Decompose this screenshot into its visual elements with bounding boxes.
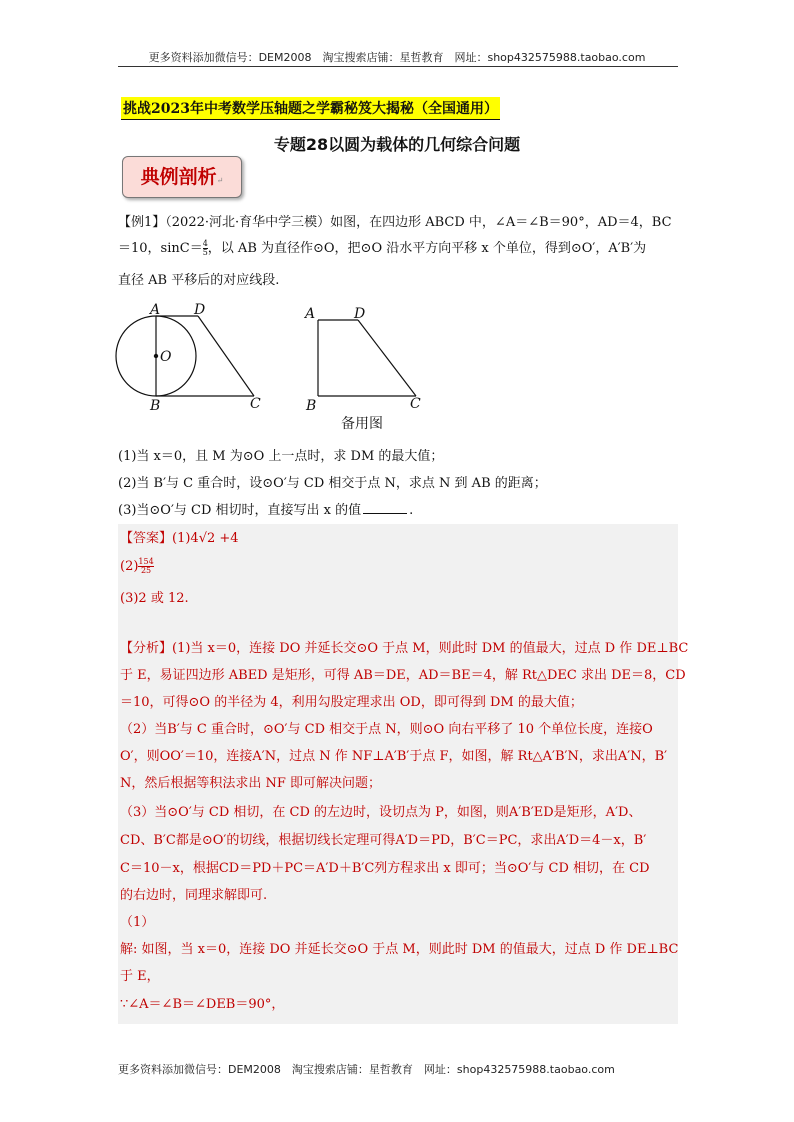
analysis-line-11: （1）: [120, 915, 155, 930]
problem-line-3: 直径 AB 平移后的对应线段.: [118, 273, 280, 288]
answer-2-num: 154: [138, 557, 154, 566]
answer-blank: [363, 513, 407, 514]
geometry-figures: [112, 300, 432, 440]
answer-line-3: (3)2 或 12.: [120, 591, 189, 606]
section-tag: [122, 156, 242, 198]
analysis-line-14: ∵∠A＝∠B＝∠DEB＝90°，: [120, 997, 285, 1012]
analysis-line-3: ＝10，可得⊙O 的半径为 4，利用勾股定理求出 OD，即可得到 DM 的最大值；: [120, 695, 583, 710]
paragraph-mark: ↵: [216, 176, 224, 185]
label-a: A: [150, 302, 161, 318]
analysis-line-2: 于 E，易证四边形 ABED 是矩形，可得 AB＝DE，AD＝BE＝4，解 Rt△DEC 求出 DE＝8，CD: [120, 668, 686, 683]
analysis-line-9: C＝10－x，根据CD＝PD＋PC＝A′D＋B′C列方程求出 x 即可；当⊙O′与 CD 相切，在 CD: [120, 861, 650, 876]
series-banner: 挑战2023年中考数学压轴题之学霸秘笈大揭秘（全国通用）: [121, 97, 500, 120]
problem-line-1: 【例1】（2022·河北·育华中学三模）如图，在四边形 ABCD 中，∠A＝∠B＝90°，AD＝4，BC: [118, 215, 672, 230]
question-1: (1)当 x＝0，且 M 为⊙O 上一点时，求 DM 的最大值；: [118, 449, 444, 464]
label-d: D: [194, 302, 206, 318]
frac-num: 4: [202, 239, 208, 248]
analysis-line-13: 于 E，: [120, 969, 160, 984]
page-title: 专题28以圆为载体的几何综合问题: [273, 135, 521, 154]
analysis-line-10: 的右边时，同理求解即可.: [120, 888, 268, 903]
answer-1: (1)4√2 +4: [172, 531, 239, 546]
label-b: B: [150, 398, 161, 414]
answer-2-frac: [138, 558, 153, 575]
alt-label-c: C: [410, 396, 421, 412]
problem-line-2b: ，以 AB 为直径作⊙O，把⊙O 沿水平方向平移 x 个单位，得到⊙O′，A′B′为: [207, 241, 647, 256]
analysis-line-5: O′，则OO′＝10，连接A′N，过点 N 作 NF⊥A′B′于点 F，如图，解 Rt△A′B′N，求出A′N，B′: [120, 749, 668, 764]
section-tag-label: 典例剖析: [140, 166, 217, 188]
frac-den: 5: [202, 248, 208, 257]
alt-label-a: A: [305, 306, 316, 322]
figure-svg: [112, 300, 432, 440]
analysis-line-4: （2）当B′与 C 重合时，⊙O′与 CD 相交于点 N，则⊙O 向右平移了 10 个单位长度，连接O: [120, 722, 653, 737]
question-3-text: (3)当⊙O′与 CD 相切时，直接写出 x 的值: [118, 503, 362, 518]
answer-head: 【答案】: [120, 531, 173, 546]
answer-2-den: 25: [140, 566, 152, 575]
answer-line-2: [120, 558, 154, 575]
answer-line-1: [120, 530, 239, 547]
question-2: (2)当 B′与 C 重合时，设⊙O′与 CD 相交于点 N，求点 N 到 AB 的距离；: [118, 476, 547, 491]
question-3: [118, 502, 678, 519]
alt-label-b: B: [306, 398, 317, 414]
analysis-line-12: 解: 如图，当 x＝0，连接 DO 并延长交⊙O 于点 M，则此时 DM 的值最大，过点 D 作 DE⊥BC: [120, 942, 679, 957]
analysis-line-8: CD、B′C都是⊙O′的切线，根据切线长定理可得A′D＝PD，B′C＝PC，求出A′D＝4－x，B′: [120, 833, 647, 848]
analysis-line-1: 【分析】(1)当 x＝0，连接 DO 并延长交⊙O 于点 M，则此时 DM 的值最大，过点 D 作 DE⊥BC: [120, 641, 689, 656]
problem-line-2a: ＝10，sinC＝: [118, 241, 203, 256]
center-o: [154, 354, 157, 357]
header-divider: [118, 66, 678, 67]
answer-2-pre: (2): [120, 559, 139, 574]
seg-dc: [198, 316, 254, 396]
question-3-end: .: [409, 503, 414, 518]
problem-line-2: [118, 240, 678, 257]
label-c: C: [250, 396, 261, 412]
label-o: O: [160, 349, 172, 365]
analysis-line-6: N，然后根据等积法求出 NF 即可解决问题；: [120, 776, 382, 791]
page-footer: 更多资料添加微信号：DEM2008 淘宝搜索店铺：星哲教育 网址：shop432575988.taobao.com: [118, 1063, 615, 1076]
alt-seg-dc: [358, 320, 416, 396]
figure-caption: 备用图: [341, 416, 383, 432]
page-header: 更多资料添加微信号：DEM2008 淘宝搜索店铺：星哲教育 网址：shop432575988.taobao.com: [148, 51, 646, 64]
analysis-line-7: （3）当⊙O′与 CD 相切，在 CD 的左边时，设切点为 P，如图，则A′B′ED是矩形，A′D、: [120, 805, 642, 820]
alt-label-d: D: [354, 306, 366, 322]
